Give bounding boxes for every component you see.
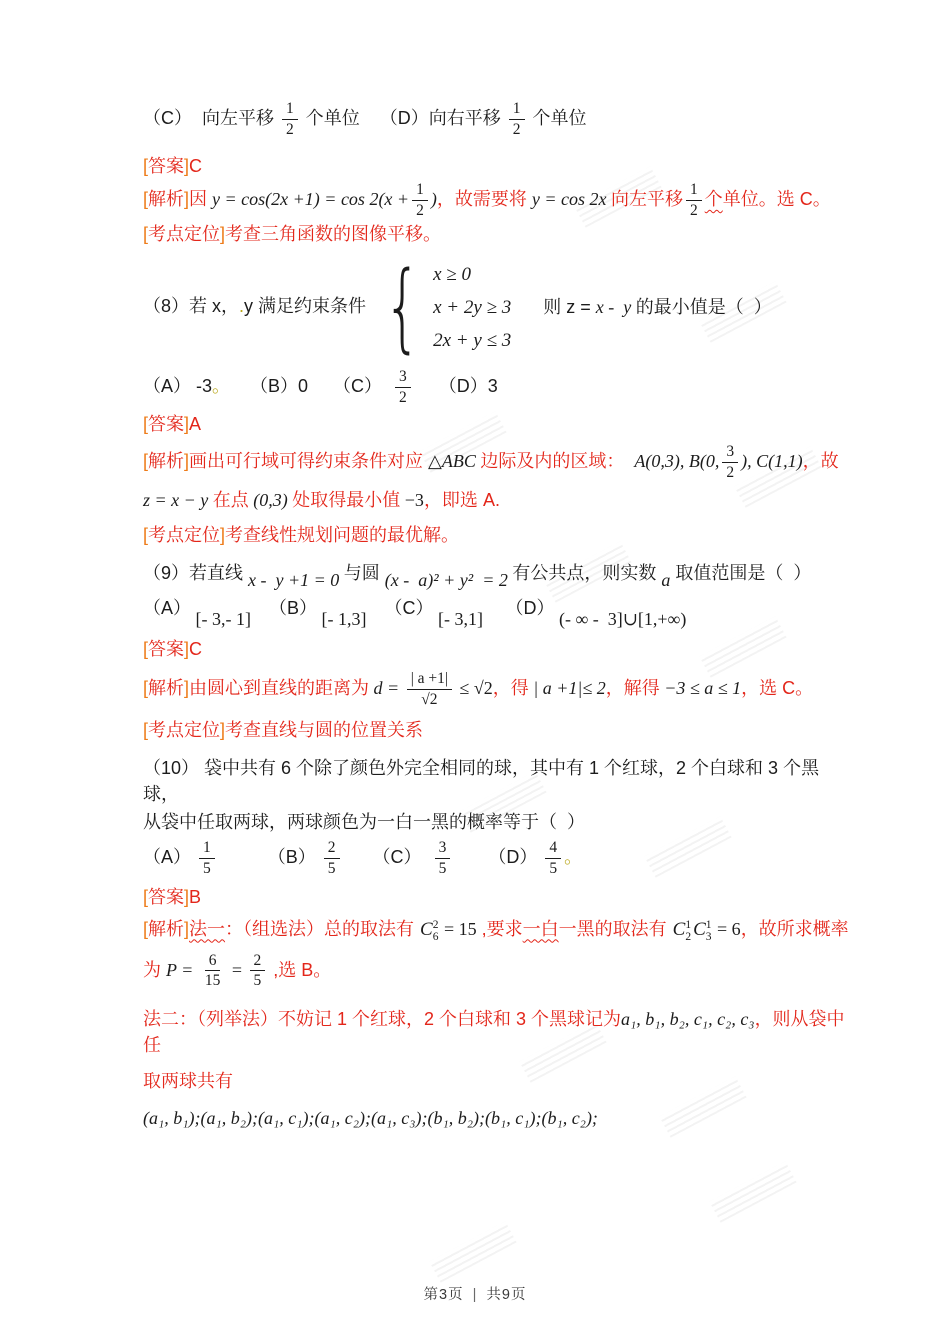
- combination-symbol: [420, 916, 438, 944]
- text-run: （C）: [384, 597, 434, 618]
- post-system-text: [543, 297, 772, 317]
- combination-superscript: 1: [705, 918, 712, 931]
- fraction-denominator: 2: [689, 201, 698, 219]
- fraction: [250, 952, 266, 991]
- text-run: 的最小值是（ ）: [635, 296, 772, 317]
- fraction-numerator: 1: [509, 100, 525, 120]
- fraction-denominator: 2: [416, 201, 424, 219]
- fraction: [435, 839, 451, 878]
- fraction-numerator: 1: [686, 181, 702, 201]
- text-run: = 15: [439, 918, 477, 939]
- text-run: ，即选 A.: [423, 490, 500, 511]
- q10-options: [143, 839, 853, 878]
- text-run: 答案: [148, 155, 185, 176]
- text-run: ]: [184, 677, 190, 698]
- text-run: a₁, b₁, b₂, c₁, c₂, c₃: [621, 1009, 755, 1030]
- text-run: 考查直线与圆的位置关系: [225, 719, 424, 740]
- text-run: a: [661, 569, 671, 590]
- fraction: [407, 670, 452, 709]
- fraction-denominator: 5: [327, 859, 336, 877]
- text-run: （B）: [269, 597, 318, 618]
- text-run: （A） -3: [143, 376, 213, 397]
- text-run: ]: [184, 886, 190, 907]
- q8-exam-point: [143, 522, 853, 548]
- fraction-denominator: 2: [726, 463, 735, 481]
- text-run: （C）: [342, 846, 432, 867]
- fraction-denominator: 5: [253, 972, 262, 990]
- text-run: 在点: [212, 490, 249, 511]
- fraction-denominator: √2: [421, 690, 438, 708]
- text-run: （8）若 x，: [143, 296, 240, 317]
- fraction-denominator: 5: [549, 859, 558, 877]
- fraction-numerator: 1: [282, 100, 298, 120]
- text-run: [: [143, 155, 149, 176]
- text-run: 一白: [522, 918, 559, 939]
- text-run: 答案: [148, 413, 185, 434]
- combination-superscript: 1: [685, 918, 692, 931]
- text-run: （D）3: [413, 376, 498, 397]
- footer-page-number: 第3页: [423, 1287, 464, 1303]
- text-run: [: [143, 188, 149, 209]
- text-run: ，解得: [605, 677, 660, 698]
- q7-answer: [143, 153, 853, 179]
- text-run: ]: [220, 224, 226, 245]
- fraction: [509, 100, 525, 139]
- fraction-numerator: 3: [395, 368, 411, 388]
- text-run: ，故所求概率: [740, 918, 849, 939]
- fraction-denominator: 5: [438, 859, 447, 877]
- text-run: （A）: [143, 597, 192, 618]
- q9-exam-point: [143, 717, 853, 743]
- text-run: 考查线性规划问题的最优解。: [225, 524, 460, 545]
- q9-answer: [143, 636, 853, 662]
- fraction-numerator: | a +1|: [407, 670, 452, 690]
- text-run: 取值范围是（ ）: [670, 562, 812, 583]
- system-row: x ≥ 0: [433, 264, 471, 286]
- text-run: [: [143, 918, 149, 939]
- text-run: (x - a)² + y² = 2: [384, 569, 513, 590]
- fraction: [282, 100, 298, 139]
- q10-answer: [143, 884, 853, 910]
- text-run: 边际及内的区域：: [480, 450, 635, 471]
- text-run: C: [189, 155, 203, 176]
- fraction: [199, 839, 215, 878]
- text-run: y 满足约束条件: [244, 296, 367, 317]
- fraction: [324, 839, 340, 878]
- left-brace-icon: {: [383, 251, 422, 364]
- text-run: 解析: [148, 450, 185, 471]
- footer-separator: |: [472, 1287, 478, 1303]
- text-run: [: [143, 638, 149, 659]
- fraction-numerator: 2: [250, 952, 266, 972]
- q8-analysis-line1: [143, 443, 853, 482]
- text-run: =: [227, 959, 247, 980]
- q10-analysis-method2-line1: [143, 1006, 853, 1058]
- text-run: 画出可行域可得约束条件对应: [189, 450, 429, 471]
- combination-base: C: [693, 919, 706, 941]
- text-run: （D）: [505, 597, 555, 618]
- fraction-denominator: 15: [204, 972, 221, 990]
- q8-analysis-line2: [143, 487, 853, 513]
- combination-superscript: 2: [432, 918, 439, 931]
- page-footer: [0, 1283, 950, 1304]
- text-run: (0,3): [248, 490, 293, 511]
- fraction-numerator: 3: [722, 443, 738, 463]
- text-run: （9）若直线: [143, 562, 249, 583]
- text-run: 个: [704, 188, 723, 209]
- text-run: y = cos 2x: [531, 188, 611, 209]
- text-run: ]: [220, 524, 226, 545]
- q10-stem-line2: [143, 809, 853, 835]
- text-run: A: [189, 413, 202, 434]
- watermark: [429, 1221, 516, 1283]
- fraction: [722, 443, 738, 482]
- q9-analysis: [143, 670, 853, 709]
- text-run: ]: [184, 450, 190, 471]
- watermark: [709, 1161, 796, 1223]
- text-run: [- 1,3]: [317, 608, 385, 629]
- text-run: y = cos(2x +1) = cos 2(x +: [212, 188, 410, 209]
- fraction-numerator: 2: [324, 839, 340, 859]
- text-run: [: [143, 450, 149, 471]
- text-run: 个单位: [527, 108, 587, 129]
- text-run: 答案: [148, 886, 185, 907]
- text-run: 解析: [148, 188, 185, 209]
- text-run: [: [143, 719, 149, 740]
- text-run: [- 3,- 1]: [191, 608, 269, 629]
- text-run: 则 z =: [543, 296, 596, 317]
- q10-analysis-method2-line2: [143, 1068, 853, 1094]
- fraction: [412, 181, 428, 220]
- text-run: C: [189, 638, 203, 659]
- text-run: ,要求: [476, 918, 523, 939]
- q7-analysis: [143, 181, 853, 220]
- constraint-system: [372, 251, 512, 364]
- text-run: ]: [184, 918, 190, 939]
- text-run: 法一: [189, 918, 226, 939]
- fraction: [201, 952, 225, 991]
- q9-options: [143, 597, 853, 629]
- fraction-numerator: 1: [412, 181, 428, 201]
- text-run: 解析: [148, 677, 185, 698]
- combination-subscript: 3: [705, 930, 712, 943]
- text-run: 一黑的取法有: [558, 918, 672, 939]
- text-run: （B）: [217, 846, 321, 867]
- text-run: x - y: [595, 296, 636, 317]
- text-run: ，得: [492, 677, 529, 698]
- fraction-numerator: 3: [435, 839, 451, 859]
- text-run: 为: [143, 959, 167, 980]
- text-run: ]: [184, 188, 190, 209]
- q7-exam-point: [143, 221, 853, 247]
- text-run: ): [430, 188, 437, 209]
- text-run: [: [143, 677, 149, 698]
- text-run: [: [143, 886, 149, 907]
- text-run: B: [189, 886, 202, 907]
- text-run: （D）: [453, 846, 543, 867]
- text-run: ≤ √2: [455, 677, 493, 698]
- q8-answer: [143, 411, 853, 437]
- text-run: ), C(1,1): [741, 450, 803, 471]
- q9-stem: [143, 560, 853, 590]
- q10-enumeration-list: [143, 1105, 853, 1131]
- text-run: P =: [166, 959, 198, 980]
- q7-options-cd: [143, 100, 853, 139]
- fraction-denominator: 5: [203, 859, 211, 877]
- combination-symbol: [693, 916, 711, 944]
- text-run: ，选 C。: [741, 677, 814, 698]
- footer-total-pages: 共9页: [486, 1287, 527, 1303]
- q10-analysis-method1-line2: [143, 952, 853, 991]
- text-run: △ABC: [428, 450, 481, 471]
- combination-subscript: 6: [432, 930, 439, 943]
- text-run: （C） 向左平移: [143, 108, 280, 129]
- text-run: ]: [220, 719, 226, 740]
- text-run: [: [143, 413, 149, 434]
- text-run: | a +1|≤ 2: [528, 677, 606, 698]
- system-row: 2x + y ≤ 3: [433, 329, 512, 351]
- fraction-numerator: 1: [199, 839, 215, 859]
- text-run: 因: [189, 188, 213, 209]
- fraction-denominator: 2: [512, 120, 521, 138]
- system-rows: [433, 261, 511, 354]
- text-run: 处取得最小值: [292, 490, 401, 511]
- text-run: 考点定位: [148, 524, 221, 545]
- text-run: ]: [184, 413, 190, 434]
- text-run: d =: [369, 677, 404, 698]
- fraction-numerator: 4: [545, 839, 561, 859]
- text-run: 个单位 （D）向右平移: [300, 108, 506, 129]
- text-run: 取两球共有: [143, 1071, 233, 1092]
- text-run: (a₁, b₁);(a₁, b₂);(a₁, c₁);(a₁, c₂);(a₁, c₃);(b₁, b₂);(b₁, c₁);(b₁, c₂);: [143, 1107, 598, 1128]
- text-run: z = x − y: [143, 490, 213, 511]
- text-run: x - y +1 = 0: [248, 569, 344, 590]
- fraction-denominator: 2: [286, 120, 294, 138]
- text-run: 答案: [148, 638, 185, 659]
- text-run: ,选 B。: [268, 959, 332, 980]
- text-run: −3: [400, 490, 424, 511]
- fraction-numerator: 6: [205, 952, 221, 972]
- text-run: .: [239, 296, 245, 317]
- text-run: 解析: [148, 918, 185, 939]
- text-run: 与圆: [343, 562, 385, 583]
- q8-stem: [143, 251, 853, 364]
- combination-base: C: [420, 919, 433, 941]
- text-run: ，故需要将: [436, 188, 532, 209]
- text-run: (- ∞ - 3]∪[1,+∞): [554, 608, 687, 629]
- combination-subscript: 2: [685, 930, 692, 943]
- system-row: x + 2y ≥ 3: [433, 296, 512, 318]
- text-run: [- 3,1]: [433, 608, 506, 629]
- fraction-denominator: 2: [399, 388, 407, 406]
- text-run: 从袋中任取两球，两球颜色为一白一黑的概率等于（ ）: [143, 811, 585, 832]
- document-content: [143, 100, 853, 1131]
- text-run: ]: [184, 638, 190, 659]
- text-run: （10） 袋中共有 6 个除了颜色外完全相同的球，其中有 1 个红球，2 个白球和 3 个黑球，: [143, 757, 820, 804]
- combination-symbol: [673, 916, 691, 944]
- text-run: ，则从袋中任: [143, 1009, 845, 1056]
- text-run: 法二：（列举法）不妨记 1 个红球，2 个白球和 3 个黑球记为: [143, 1009, 622, 1030]
- text-run: （A）: [143, 846, 197, 867]
- text-run: A(0,3), B(0,: [634, 450, 720, 471]
- fraction: [686, 181, 702, 220]
- q8-options: [143, 368, 853, 407]
- fraction: [395, 368, 411, 407]
- text-run: ]: [184, 155, 190, 176]
- fraction: [545, 839, 561, 878]
- text-run: 由圆心到直线的距离为: [189, 677, 370, 698]
- q10-stem-line1: [143, 755, 853, 807]
- text-run: = 6: [712, 918, 741, 939]
- text-run: 向左平移: [610, 188, 683, 209]
- text-run: 。: [212, 376, 231, 397]
- text-run: −3 ≤ a ≤ 1: [659, 677, 742, 698]
- q10-analysis-method1-line1: [143, 916, 853, 944]
- text-run: ，故: [802, 450, 839, 471]
- text-run: 考点定位: [148, 224, 221, 245]
- text-run: 考查三角函数的图像平移。: [225, 224, 442, 245]
- text-run: 。: [564, 846, 583, 867]
- text-run: 有公共点，则实数: [512, 562, 662, 583]
- text-run: [: [143, 524, 149, 545]
- text-run: ：（组选法）总的取法有: [225, 918, 420, 939]
- text-run: （B）0 （C）: [230, 376, 393, 397]
- text-run: 单位。选 C。: [722, 188, 831, 209]
- combination-base: C: [672, 919, 686, 941]
- text-run: 考点定位: [148, 719, 221, 740]
- text-run: [: [143, 224, 149, 245]
